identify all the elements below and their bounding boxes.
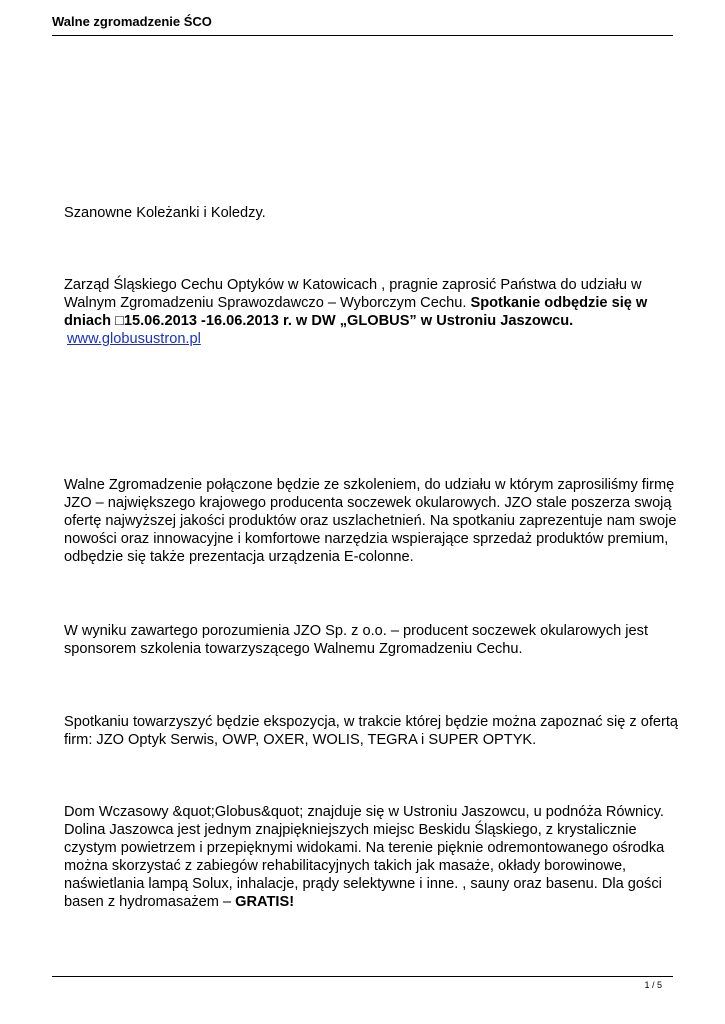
venue-description: Dom Wczasowy &quot;Globus&quot; znajduje się w Ustroniu Jaszowcu, u podnóża Równicy. Dolina Jaszowca jest jednym znajpiękniejszych miejsc Beskidu Śląskiego, z krystalicznie czystym powietrzem i przepięknymi widokami. Na terenie pięknie odremontowanego ośrodka można skorzystać z zabiegów rehabilitacyjnych takich jak masaże, okłady borowinowe, naświetlania lampą Solux, inhalacje, prądy selektywne i inne. , sauny oraz basenu. Dla gości basen z hydromasażem – bbox=[64, 804, 665, 910]
training-paragraph: Walne Zgromadzenie połączone będzie ze szkoleniem, do udziału w którym zaprosiliśmy firmę JZO – największego krajowego producenta soczewek okularowych. JZO stale poszerza swoją ofertę najwyższej jakości produktów oraz uszlachetnień. Na spotkaniu zaprezentuje nam swoje nowości oraz innowacyjne i komfortowe narzędzia wspierające sprzedaż produktów premium, odbędzie się także prezentacja urządzenia E-colonne. bbox=[64, 477, 677, 565]
page-number: 1 / 5 bbox=[644, 980, 662, 990]
exhibition-paragraph: Spotkaniu towarzyszyć będzie ekspozycja, w trakcie której będzie można zapoznać się z ofertą firm: JZO Optyk Serwis, OWP, OXER, WOLIS, TEGRA i SUPER OPTYK. bbox=[64, 714, 679, 748]
page-header-title: Walne zgromadzenie ŚCO bbox=[52, 14, 212, 29]
venue-free-note: GRATIS! bbox=[235, 894, 295, 910]
invitation-intro: Zarząd Śląskiego Cechu Optyków w Katowicach , pragnie zaprosić Państwa do udziału w Walnym Zgromadzeniu Sprawozdawczo – Wyborczym Cechu. bbox=[64, 277, 642, 311]
meeting-date-location: Spotkanie odbędzie się w dniach □15.06.2013 -16.06.2013 r. w DW „GLOBUS” w Ustroniu Jaszowcu. bbox=[64, 295, 648, 329]
greeting-paragraph: Szanowne Koleżanki i Koledzy. bbox=[64, 205, 266, 221]
sponsor-paragraph: W wyniku zawartego porozumienia JZO Sp. z o.o. – producent soczewek okularowych jest sponsorem szkolenia towarzyszącego Walnemu Zgromadzeniu Cechu. bbox=[64, 623, 649, 657]
globus-website-link[interactable]: www.globusustron.pl bbox=[67, 331, 201, 347]
venue-paragraph bbox=[52, 803, 689, 911]
invitation-paragraph bbox=[52, 276, 689, 348]
footer-divider bbox=[52, 976, 673, 977]
header-divider bbox=[52, 35, 673, 36]
